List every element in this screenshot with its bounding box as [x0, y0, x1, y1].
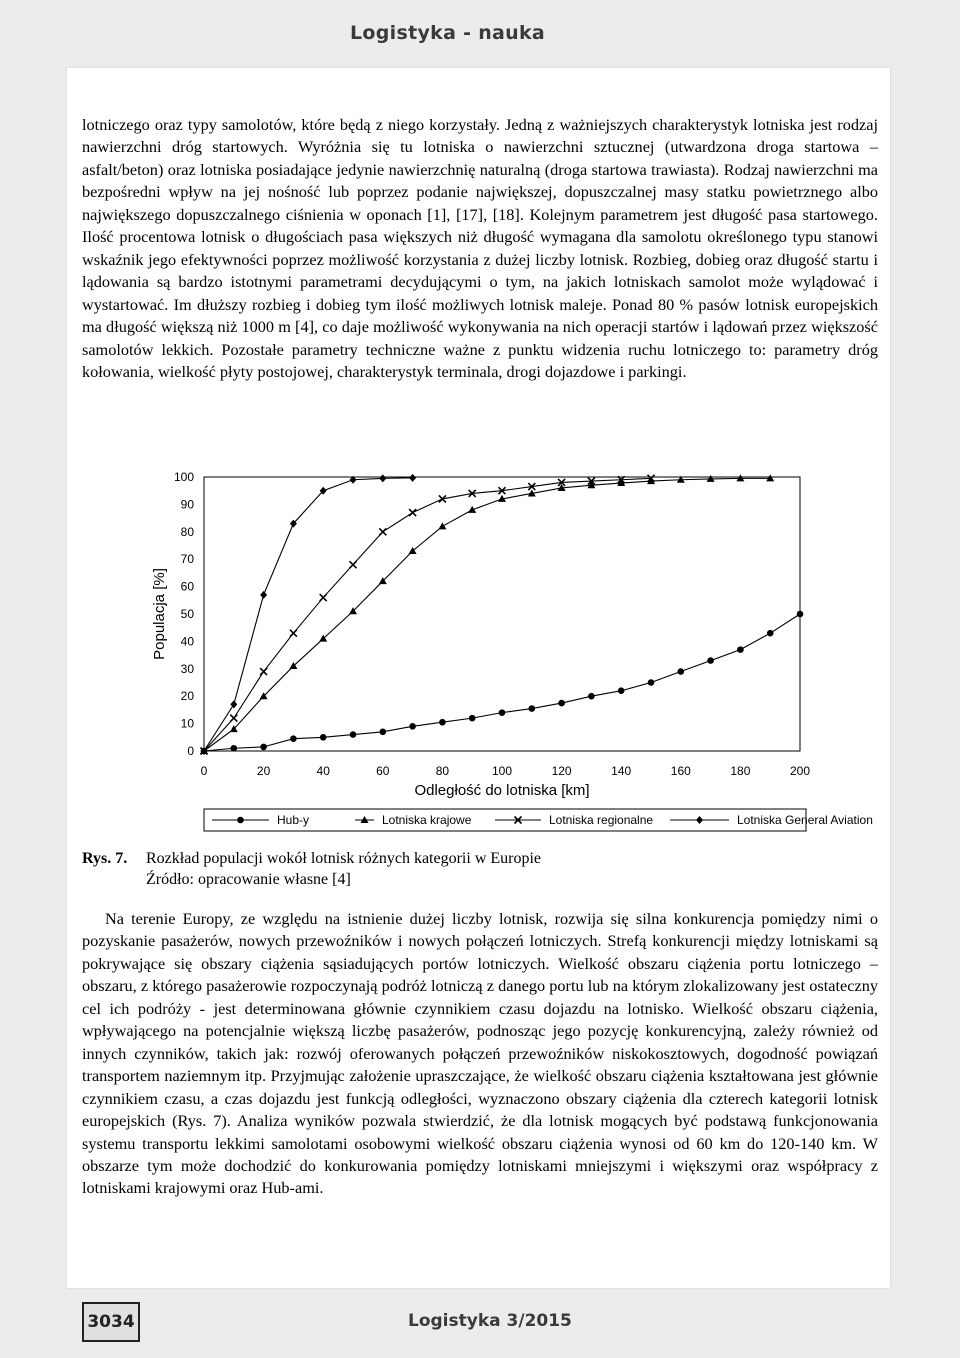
legend-label: Hub-y	[277, 813, 310, 827]
data-point	[469, 715, 476, 722]
data-point	[439, 719, 446, 726]
series-line-4	[204, 478, 413, 751]
x-tick-label: 60	[376, 764, 390, 778]
figure-caption-text: Rozkład populacji wokół lotnisk różnych kategorii w Europie	[146, 850, 542, 867]
data-point	[438, 522, 446, 529]
x-tick-label: 160	[670, 764, 691, 778]
paragraph-2: Na terenie Europy, ze względu na istnienie dużej liczby lotnisk, rozwija się silna konkurencja pomiędzy nimi o pozyskanie pasażerów, nowych przewoźników i nowych połączeń lotniczych. Strefą konkurencji między lotniskami są pokrywające się obszary ciążenia sąsiadujących portów lotniczych. Wielkość obszaru ciążenia portu lotniczego – obszaru, z którego pasażerowie rozpoczynają podróż lotniczą z danego portu lub na którym zlokalizowany jest ostateczny cel ich podróży - jest determinowana głównie czynnikiem czasu dojazdu na lotnisko. Wielkość obszaru ciążenia, wpływającego na potencjalnie większą liczbę pasażerów, podnosząc jego pozycję konkurencyjną, zależy również od innych czynników, takich jak: rozwój oferowanych połączeń przewoźników niskokosztowych, dogodność powiązań transportem naziemnym itp. Przyjmując założenie upraszczające, że wielkość obszaru ciążenia kształtowana jest głównie czynnikiem czasu, a czas dojazdu jest funkcją odległości, wyznaczono obszary ciążenia dla czterech kategorii lotnisk europejskich (Rys. 7). Analiza wyników pozwala stwierdzić, że dla lotnisk mogących być podstawą funkcjonowania systemu transportu lekkimi samolotami osobowymi wielkość obszaru ciążenia wynosi od 60 km do 120-140 km. W obszarze tym może dochodzić do konkurowania pomiędzy lotniskami mniejszymi i większymi oraz współpracy z lotniskami krajowymi oraz Hub-ami.	[82, 909, 878, 1198]
y-tick-label: 100	[173, 470, 194, 484]
y-tick-label: 60	[180, 579, 194, 594]
figure-caption	[82, 848, 782, 890]
legend-label: Lotniska General Aviation	[737, 813, 873, 827]
data-point	[409, 723, 416, 730]
data-point	[350, 731, 357, 738]
data-point	[350, 561, 357, 568]
data-point	[678, 668, 685, 675]
data-point	[767, 630, 774, 637]
figure-label: Rys. 7.	[82, 850, 128, 867]
y-tick-label: 30	[180, 661, 194, 676]
running-header: Logistyka - nauka	[350, 22, 546, 44]
data-point	[379, 474, 386, 482]
x-tick-label: 40	[316, 764, 330, 778]
x-tick-label: 0	[200, 764, 208, 778]
y-tick-label: 20	[180, 689, 194, 704]
data-point	[260, 744, 267, 751]
population-chart	[142, 463, 873, 848]
data-point	[379, 528, 386, 535]
data-point	[737, 646, 744, 653]
legend-label: Lotniska krajowe	[382, 813, 472, 827]
data-point	[320, 594, 327, 601]
data-point	[320, 734, 327, 741]
data-point	[797, 611, 804, 618]
series-line-3	[204, 478, 651, 751]
data-point	[588, 693, 595, 700]
paragraph-1: lotniczego oraz typy samolotów, które będą z niego korzystały. Jedną z ważniejszych charakterystyk lotniska jest rodzaj nawierzchni dróg startowych. Wyróżnia się tu lotniska o nawierzchni sztucznej (utwardzona droga startowa – asfalt/beton) oraz lotniska posiadające jedynie nawierzchnię naturalną (droga startowa trawiasta). Rodzaj nawierzchni ma bezpośredni wpływ na jej nośność lub poprzez podanie największej, dopuszczalnej masy statku powietrznego albo największego dopuszczalnego ciśnienia w oponach [1], [17], [18]. Kolejnym parametrem jest długość pasa startowego. Ilość procentowa lotnisk o długościach pasa większych niż długość wymagana dla samolotu określonego typu stanowi wskaźnik jego efektywności poprzez możliwość korzystania z dużej liczby lotnisk. Rozbieg, dobieg oraz długość startu i lądowania są bardzo istotnymi parametrami decydującymi o tym, na jakich lotniskach samolot może wylądować i wystartować. Im dłuższy rozbieg i dobieg tym ilość możliwych lotnisk maleje. Ponad 80 % pasów lotnisk europejskich ma długość większą niż 1000 m [4], co daje możliwość wykonywania na nich operacji startów i lądowań przez większość samolotów lekkich. Pozostałe parametry techniczne ważne z punktu widzenia ruchu lotniczego to: parametry dróg kołowania, wielkość płyty postojowej, charakterystyk terminala, drogi dojazdowe i parkingi.	[82, 115, 878, 381]
x-tick-label: 200	[789, 764, 811, 778]
x-tick-label: 180	[730, 764, 751, 778]
data-point	[260, 668, 267, 675]
data-point	[230, 700, 237, 708]
data-point	[558, 700, 565, 707]
series-line-2	[204, 478, 770, 751]
y-tick-label: 90	[180, 497, 194, 512]
data-point	[707, 657, 714, 664]
figure-source: Źródło: opracowanie własne [4]	[146, 871, 351, 888]
series-line-1	[204, 614, 800, 751]
y-tick-label: 50	[180, 607, 194, 621]
y-tick-label: 0	[187, 744, 194, 758]
data-point	[409, 509, 416, 516]
data-point	[380, 729, 387, 736]
y-tick-label: 70	[180, 552, 194, 567]
data-point	[260, 591, 267, 599]
x-tick-label: 120	[551, 764, 572, 778]
data-point	[618, 687, 625, 694]
x-tick-label: 80	[435, 764, 450, 778]
y-tick-label: 40	[180, 634, 194, 649]
x-tick-label: 140	[611, 764, 632, 778]
data-point	[648, 679, 655, 686]
legend-marker	[237, 817, 244, 824]
y-tick-label: 80	[180, 524, 194, 539]
x-axis-label: Odległość do lotniska [km]	[414, 782, 590, 799]
page-content	[67, 68, 890, 1288]
data-point	[290, 735, 297, 742]
y-tick-label: 10	[180, 716, 194, 731]
data-point	[499, 709, 506, 716]
data-point	[231, 745, 238, 752]
y-axis-label: Populacja [%]	[151, 568, 168, 660]
x-tick-label: 20	[256, 764, 271, 778]
legend-label: Lotniska regionalne	[549, 813, 654, 827]
data-point	[290, 630, 297, 637]
journal-footer: Logistyka 3/2015	[408, 1311, 572, 1331]
page-number: 3034	[82, 1302, 140, 1342]
data-point	[529, 705, 536, 712]
x-tick-label: 100	[491, 764, 513, 778]
data-point	[409, 474, 416, 482]
data-point	[230, 715, 237, 722]
